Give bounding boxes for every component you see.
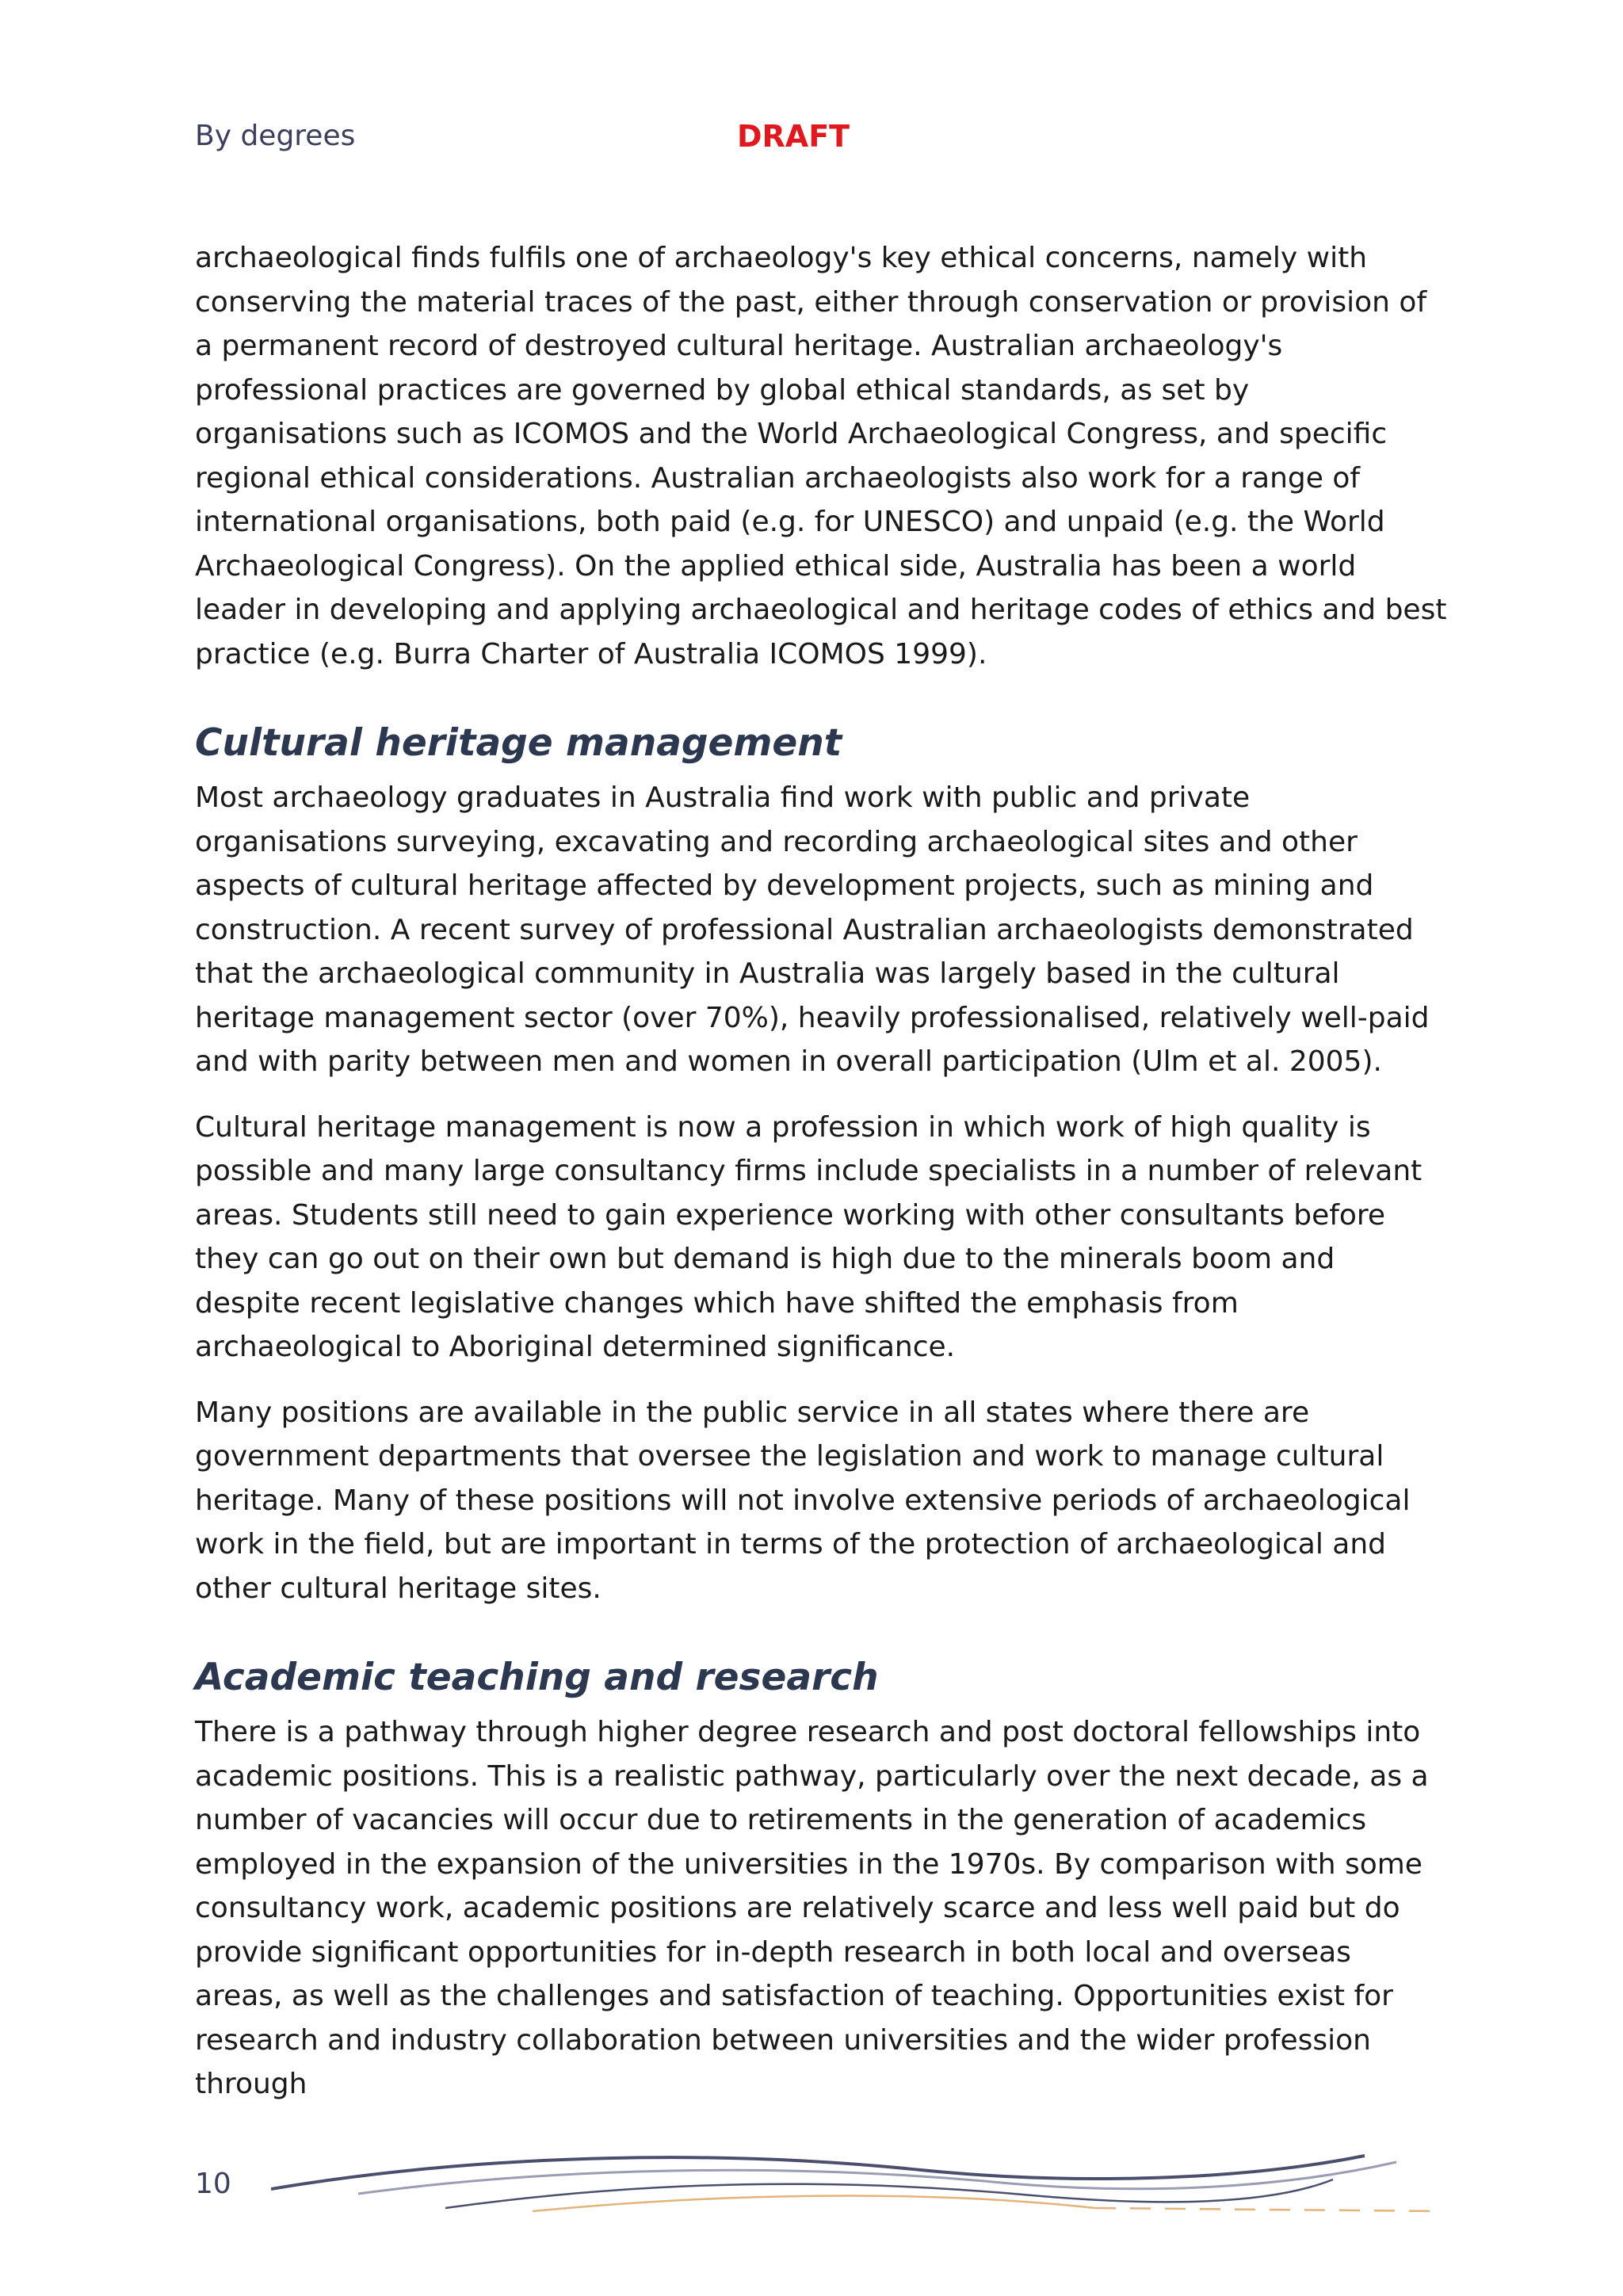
paragraph: Many positions are available in the public service in all states where there are government departments that oversee the legislation and work to manage cultural heritage. Many of these positions will not involve extensive periods of archaeological work in the field, but are important in terms of the protection of archaeological and other cultural heritage sites. xyxy=(195,1396,1411,1605)
draft-label: DRAFT xyxy=(737,119,850,154)
intro-paragraph: archaeological finds fulfils one of archaeology's key ethical concerns, namely with conserving the material traces of the past, either through conservation or provision of a permanent record of destroyed cultural heritage. Australian archaeology's professional practices are governed by global ethical standards, as set by organisations such as ICOMOS and the World Archaeological Congress, and specific regional ethical considerations. Australian archaeologists also work for a range of international organisations, both paid (e.g. for UNESCO) and unpaid (e.g. the World Archaeological Congress). On the applied ethical side, Australia has been a world leader in developing and applying archaeological and heritage codes of ethics and best practice (e.g. Burra Charter of Australia ICOMOS 1999). xyxy=(195,242,1447,670)
page-number: 10 xyxy=(195,2168,231,2200)
swoosh-lines-icon xyxy=(271,2132,1444,2219)
paragraph: Cultural heritage management is now a profession in which work of high quality is possible and many large consultancy firms include specialists in a number of relevant areas. Students still need to gain experience working with other consultants before they can go out on their own but demand is high due to the minerals boom and despite recent legislative changes which have shifted the emphasis from archaeological to Aboriginal determined significance. xyxy=(195,1110,1423,1363)
page-header xyxy=(195,117,1463,155)
paragraph: There is a pathway through higher degree research and post doctoral fellowships into academic positions. This is a realistic pathway, particularly over the next decade, as a number of vacancies will occur due to retirements in the generation of academics employed in the expansion of the universities in the 1970s. By comparison with some consultancy work, academic positions are relatively scarce and less well paid but do provide significant opportunities for in-depth research in both local and overseas areas, as well as the challenges and satisfaction of teaching. Opportunities exist for research and industry collaboration between universities and the wider profession through xyxy=(195,1716,1429,2100)
swoosh-dash-line xyxy=(1095,2208,1444,2211)
swoosh-line-4 xyxy=(533,2196,1095,2211)
running-title: By degrees xyxy=(195,120,356,152)
paragraph: Most archaeology graduates in Australia find work with public and private organisations surveying, excavating and recording archaeological sites and other aspects of cultural heritage affected by development projects, such as mining and construction. A recent survey of professional Australian archaeologists demonstrated that the archaeological community in Australia was largely based in the cultural heritage management sector (over 70%), heavily professionalised, relatively well-paid and with parity between men and women in overall participation (Ulm et al. 2005). xyxy=(195,781,1430,1078)
main-content xyxy=(195,236,1447,2128)
page-footer xyxy=(195,2132,1447,2219)
section-heading-academic: Academic teaching and research xyxy=(195,1656,879,1699)
swoosh-line-3 xyxy=(445,2179,1333,2208)
section-heading-cultural-heritage: Cultural heritage management xyxy=(195,721,842,765)
